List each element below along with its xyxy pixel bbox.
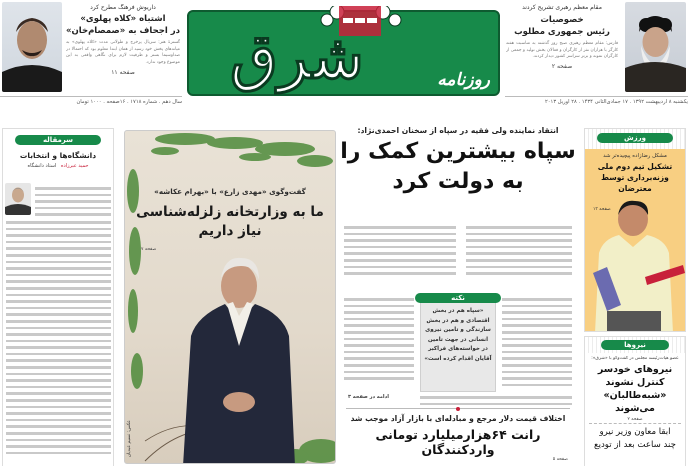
kicker: مقام معظم رهبری تشریح کردند (522, 4, 602, 11)
lead-body-right-lower (502, 298, 572, 390)
section-pill-editorial[interactable]: سرمقاله (15, 135, 101, 145)
logo-text: شرق (229, 20, 365, 93)
top-right-story (506, 4, 618, 92)
portrait-man-holding-folders-icon (585, 193, 685, 332)
sports-kicker: مشکل رضازاده پیچیده‌تر شد (603, 153, 667, 159)
editorial-body-top (35, 187, 111, 220)
dateline-left-rule (0, 96, 182, 97)
top-left-story (66, 4, 180, 92)
headline-line: در اجحاف به «صمصام‌خان» (66, 26, 180, 36)
section-pill-sports[interactable]: ورزش (597, 133, 673, 143)
headline-line: نیروهای خودسر (597, 364, 673, 375)
headline-line: رئیس جمهوری مطلوب (514, 27, 610, 37)
portrait-elderly-man-suit-icon (175, 256, 305, 464)
portrait-author-icon (5, 183, 31, 215)
headline-line: سپاه بیشترین کمک را (340, 139, 576, 164)
top-right-photo[interactable] (625, 2, 686, 92)
editorial-headline[interactable]: دانشگاه‌ها و انتخابات (19, 151, 97, 160)
headline-line: کنترل نشوند (605, 377, 665, 388)
feature-kicker: گفت‌وگوی «مهدی زارع» با «بهرام عکاشه» (154, 187, 306, 196)
headline-line: «شبه‌طالبان» می‌شوند (603, 390, 667, 414)
lead-body-col-left (344, 226, 456, 279)
sports-panel (585, 149, 685, 332)
sports-header (585, 129, 685, 149)
news-header (585, 337, 685, 353)
headline-line: خصوصیات (540, 15, 584, 25)
masthead (0, 0, 688, 118)
story-body: فارس: مقام معظم رهبری صبح روز گذشته به مناسبت هفته کارگر با هزاران نفر از کارگران و فعالان بخش تولید و جمعی از کارگران نمونه و برتر سراسر کشور دیدار کردند. (506, 41, 618, 60)
headline-line: تشکیل تیم دوم ملی (597, 162, 673, 171)
headline[interactable] (506, 14, 618, 38)
lead-body-col-right (466, 226, 572, 279)
top-left-photo[interactable] (2, 2, 62, 92)
feature-page-ref[interactable]: صفحه ۷ (141, 247, 157, 252)
headline-line: ابقا معاون وزیر نیرو (599, 427, 671, 437)
author-photo (5, 183, 31, 215)
headline-line: ما به وزارتخانه زلزله‌شناسی (136, 204, 324, 220)
lead-body-left-lower (344, 298, 414, 384)
sports-headline (585, 161, 685, 194)
sports-box[interactable] (584, 128, 686, 332)
dateline-right: یکشنبه ۸ اردیبهشت ۱۳۹۲ . ۱۷ جمادی‌الثانی ۱۴۳۴ . ۲۸ آوریل ۲۰۱۳ (544, 99, 688, 105)
headline-line: نیاز داریم (198, 223, 262, 239)
editorial-body (6, 221, 111, 458)
dateline-right-rule (505, 96, 688, 97)
dateline-left: سال دهم . شماره ۱۷۱۸ . ۱۶صفحه . ۱۰۰۰ تومان (76, 99, 182, 105)
lead-kicker: انتقاد نماینده ولی فقیه در سپاه از سخنان احمدی‌نژاد: (357, 126, 559, 135)
news-headline[interactable] (585, 363, 685, 415)
bottom-kicker: اختلاف قیمت دلار مرجع و مبادله‌ای با بازار آزاد موجب شد (350, 414, 566, 423)
story-body: گسترهٔ هنر: سریال پرخرج و طولانی مدت «کلاه پهلوی» به میانه‌های پخش خود رسید از همان ابتدا معلوم بود که احتمالا در صداوسیما بستر و ظرفیت لازم برای نگاهی واقعی به این موضوع وجود ندارد. (66, 40, 180, 66)
photo-credit: عکس: نسیم عبدیان (127, 419, 132, 457)
feature-story[interactable] (124, 130, 336, 464)
lead-continue[interactable]: ادامه در صفحه ۳ (348, 394, 389, 400)
headline-line: به دولت کرد (392, 169, 524, 194)
divider (589, 423, 681, 424)
headline-line: چند ساعت بعد از تودیع (594, 440, 676, 450)
pullquote-label: نکته (415, 293, 501, 303)
author-name: حمید عبرزاده (60, 163, 89, 169)
logo-subtitle: روزنامه (437, 70, 490, 90)
logo (187, 6, 500, 96)
pullquote-box (420, 296, 496, 392)
news-box (584, 336, 686, 466)
news-story-2[interactable] (585, 426, 685, 452)
portrait-cleric-icon (625, 2, 686, 92)
author-title: استاد دانشگاه (27, 163, 57, 169)
kicker: داریوش فرهنگ مطرح کرد (90, 4, 156, 11)
pullquote-text: «سپاه هم در بخش اقتصادی و هم در بخش سازندگی و تامین نیروی انسانی در جهت تامین در خواسته‌های فراکبر آقایان اقدام کرده است» (424, 308, 492, 362)
divider-dot-icon (456, 407, 460, 411)
headline[interactable] (66, 13, 180, 37)
portrait-man-mustache-icon (2, 2, 62, 92)
section-pill-news[interactable]: نیروها (601, 340, 669, 350)
headline-line: وزنه‌برداری توسط معترضان (601, 173, 669, 193)
bottom-headline[interactable]: رانت ۶۴هزارمیلیارد تومانی واردکنندگان (375, 427, 541, 457)
bottom-story (340, 408, 576, 466)
feature-headline (131, 203, 329, 241)
page-ref[interactable]: صفحه ۲ (551, 63, 573, 71)
page-ref[interactable]: صفحه ۱۱ (111, 68, 135, 76)
lead-story (340, 120, 576, 410)
editorial-byline (3, 163, 113, 169)
lead-headline[interactable] (340, 137, 576, 197)
bottom-page-ref[interactable]: صفحه ۵ (552, 457, 568, 462)
news-kicker: عضو هیات‌رئیسه مجلس در گفت‌وگو با «شرق»: (591, 356, 679, 361)
sports-page-ref[interactable]: صفحه ۱۳ (593, 207, 611, 212)
editorial-column (2, 128, 114, 466)
headline-line: اشتباه «کلاه پهلوی» (80, 14, 166, 24)
news-page-ref[interactable]: صفحه ۲ (627, 417, 643, 422)
